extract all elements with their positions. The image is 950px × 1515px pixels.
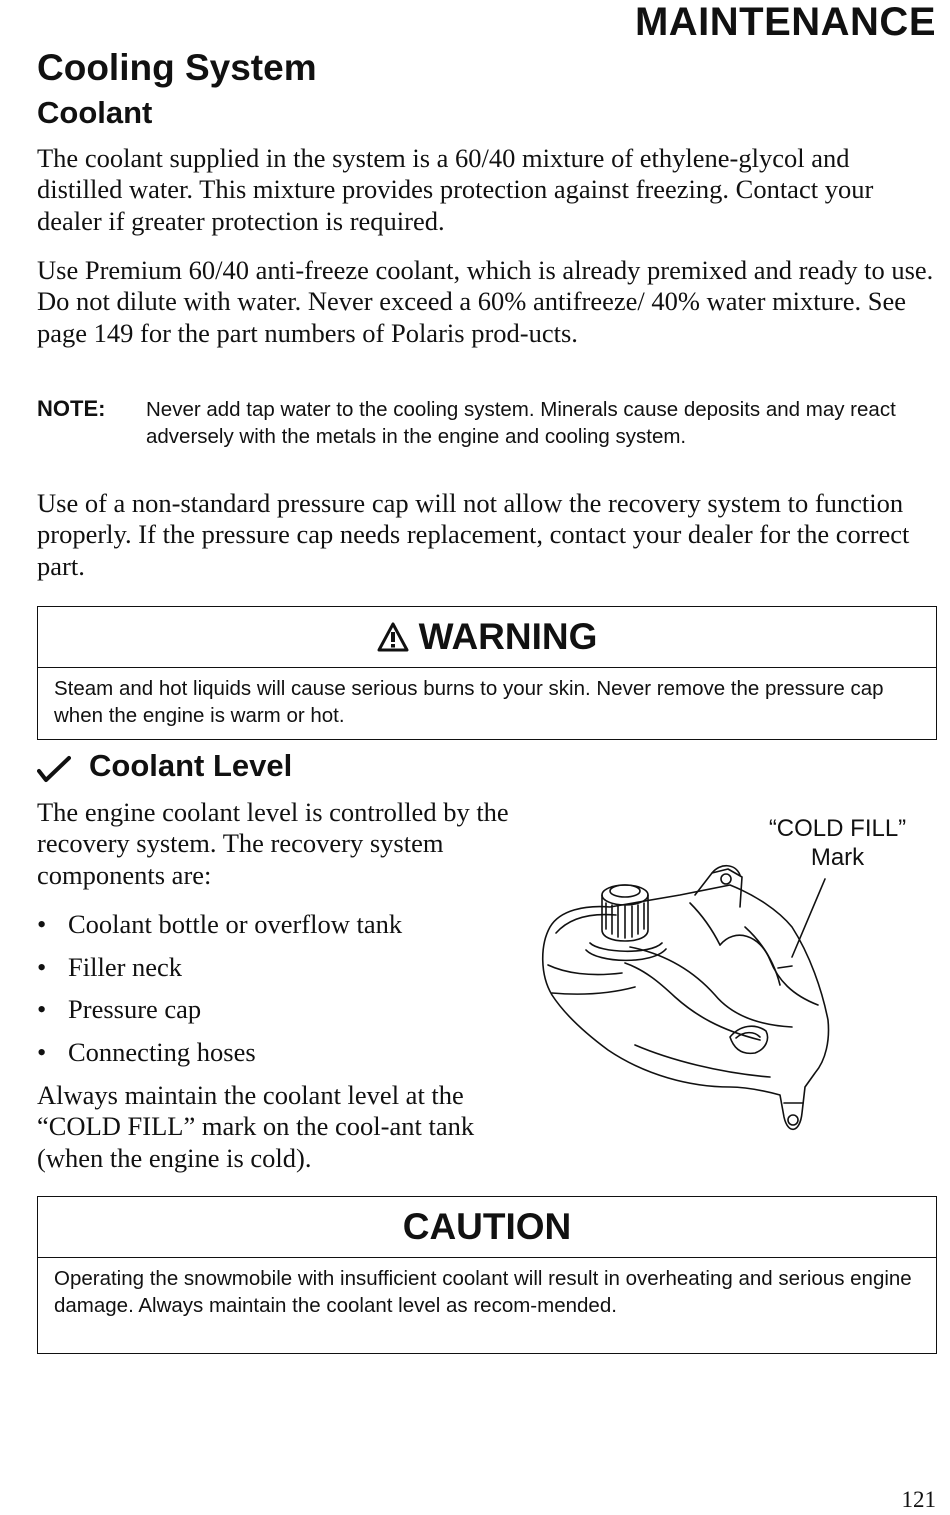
bullet-dot: • [37,994,47,1025]
note-label: NOTE: [37,396,106,421]
warning-text: Steam and hot liquids will cause serious burns to your skin. Never remove the pressure cap when the engine is warm or hot. [54,677,884,727]
callout-line-2: Mark [810,844,865,871]
caution-text: Operating the snowmobile with insufficient coolant will result in overheating and serious engine damage. Always maintain the coolant level as recom-mended. [54,1267,912,1317]
paragraph-coolant-mixture: The coolant supplied in the system is a 60/40 mixture of ethylene-glycol and distilled water. This mixture provides protection against freezing. Contact your dealer if greater protection is required. [37,143,874,236]
note-text: Never add tap water to the cooling system. Minerals cause deposits and may react adversely with the metals in the engine and cooling system. [146,398,896,448]
list-item-text: Pressure cap [68,994,202,1025]
paragraph-pressure-cap: Use of a non-standard pressure cap will not allow the recovery system to function properly. If the pressure cap needs replacement, contact your dealer for the correct part. [37,488,910,581]
caution-header [38,1197,936,1258]
paragraph-premium-coolant: Use Premium 60/40 anti-freeze coolant, which is already premixed and ready to use. Do not dilute with water. Never exceed a 60% antifreeze/ 40% water mixture. See page 149 for the part numbers of Polaris prod-ucts. [37,255,934,348]
heading-coolant: Coolant [37,95,153,130]
page-number: 121 [901,1487,936,1512]
section-header: MAINTENANCE [634,0,936,44]
list-item [37,1032,517,1075]
warning-title: WARNING [418,616,598,657]
bullet-dot: • [37,951,47,982]
list-item [37,989,517,1032]
list-item-text: Connecting hoses [68,1037,256,1068]
heading-cooling-system: Cooling System [37,47,317,88]
list-item-text: Filler neck [68,951,183,982]
callout-line-1: “COLD FILL” [768,815,907,842]
list-item [37,904,517,947]
heading-coolant-level: Coolant Level [89,748,293,783]
warning-triangle-icon [377,622,409,652]
components-list [37,904,517,1075]
paragraph-recovery-system: The engine coolant level is controlled by the recovery system. The recovery system components are: [37,797,509,890]
paragraph-cold-fill: Always maintain the coolant level at the “COLD FILL” mark on the cool-ant tank (when the engine is cold). [37,1080,475,1173]
list-item-text: Coolant bottle or overflow tank [68,909,403,939]
coolant-tank-illustration [530,855,860,1145]
warning-box [37,606,937,740]
list-item [37,947,517,990]
caution-box [37,1196,937,1354]
warning-header [38,607,936,668]
checkmark-icon [37,755,71,783]
caution-title: CAUTION [402,1206,572,1247]
bullet-dot: • [37,909,47,939]
bullet-dot: • [37,1037,47,1068]
